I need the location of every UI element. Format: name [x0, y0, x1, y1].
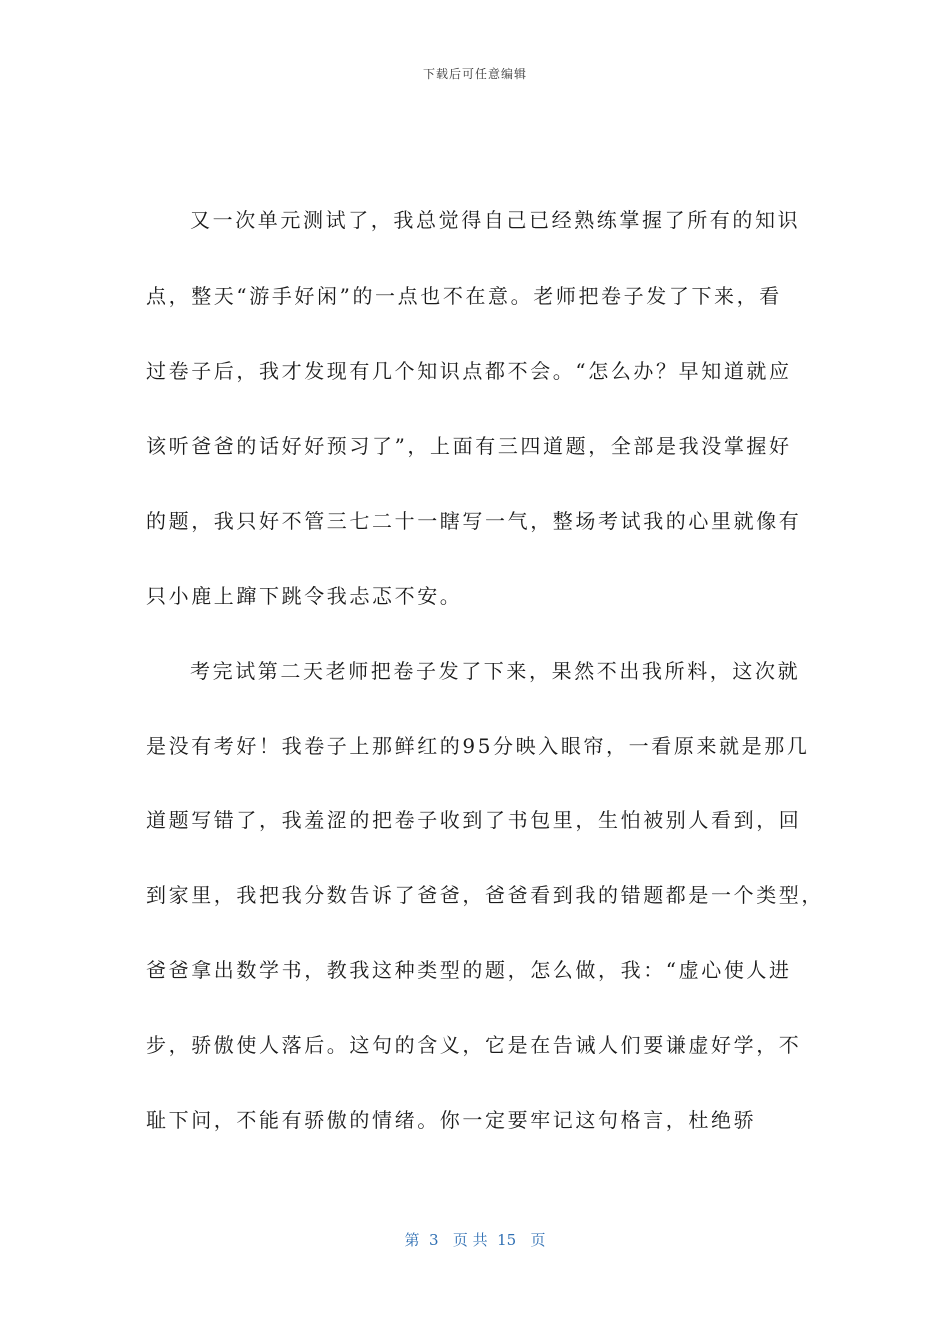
paragraph-1-line-3: 过卷子后，我才发现有几个知识点都不会。“怎么办？早知道就应 [146, 359, 792, 383]
paragraph-1-line-5: 的题，我只好不管三七二十一瞎写一气，整场考试我的心里就像有 [146, 509, 802, 533]
page-footer: 第 3 页 共 15 页 [404, 1231, 546, 1249]
paragraph-2-line-7: 耻下问，不能有骄傲的情绪。你一定要牢记这句格言，杜绝骄 [146, 1108, 757, 1132]
paragraph-1-line-2: 点，整天“游手好闲”的一点也不在意。老师把卷子发了下来，看 [146, 284, 782, 308]
paragraph-2-line-6: 步，骄傲使人落后。这句的含义，它是在告诫人们要谦虚好学，不 [146, 1033, 802, 1057]
page-header: 下载后可任意编辑 [422, 67, 527, 81]
paragraph-2-line-3: 道题写错了，我羞涩的把卷子收到了书包里，生怕被别人看到，回 [146, 808, 802, 832]
paragraph-2-line-5: 爸爸拿出数学书，教我这种类型的题，怎么做，我：“虚心使人进 [146, 958, 792, 982]
paragraph-2-line-4: 到家里，我把我分数告诉了爸爸，爸爸看到我的错题都是一个类型， [146, 883, 824, 907]
paragraph-2-line-1: 考完试第二天老师把卷子发了下来，果然不出我所料，这次就 [190, 659, 801, 683]
paragraph-2-line-2: 是没有考好！我卷子上那鲜红的95分映入眼帘，一看原来就是那几 [146, 734, 810, 758]
paragraph-1-line-1: 又一次单元测试了，我总觉得自己已经熟练掌握了所有的知识 [190, 208, 801, 232]
paragraph-1-line-6: 只小鹿上蹿下跳令我忐忑不安。 [146, 584, 463, 608]
paragraph-1-line-4: 该听爸爸的话好好预习了”，上面有三四道题，全部是我没掌握好 [146, 434, 792, 458]
